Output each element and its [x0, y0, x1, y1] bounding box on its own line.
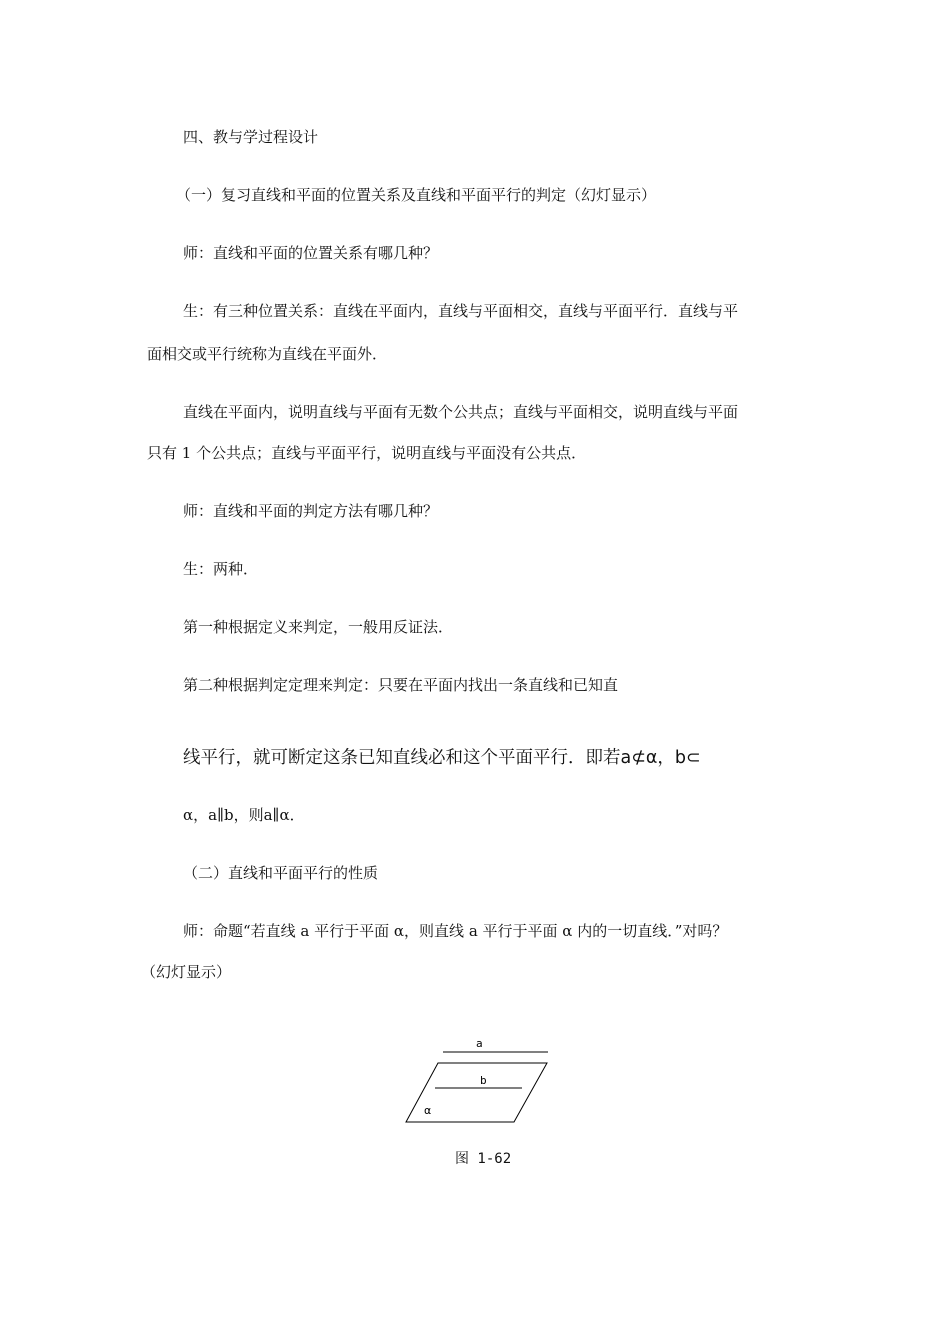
section-heading: 四、教与学过程设计 [183, 128, 319, 146]
teacher-question-3b: （幻灯显示） [141, 963, 232, 981]
student-answer-2: 生：两种． [183, 560, 259, 578]
explanation-1a: 直线在平面内，说明直线与平面有无数个公共点；直线与平面相交，说明直线与平面 [183, 403, 739, 421]
subsection-heading-2: （二）直线和平面平行的性质 [183, 864, 379, 882]
figure-1-62 [400, 1032, 560, 1132]
teacher-question-2: 师：直线和平面的判定方法有哪几种？ [183, 502, 439, 520]
label-b: b [480, 1074, 487, 1087]
method-2c: α，a∥b，则a∥α． [183, 806, 305, 824]
student-answer-1a: 生：有三种位置关系：直线在平面内，直线与平面相交，直线与平面平行．直线与平 [183, 302, 739, 320]
method-2b: 线平行，就可断定这条已知直线必和这个平面平行．即若a⊄α，b⊂ [183, 748, 701, 768]
student-answer-1b: 面相交或平行统称为直线在平面外． [147, 345, 388, 363]
label-a: a [476, 1037, 483, 1050]
figure-caption: 图 1-62 [455, 1151, 512, 1167]
method-2a: 第二种根据判定定理来判定：只要在平面内找出一条直线和已知直 [183, 676, 619, 694]
explanation-1b: 只有 1 个公共点；直线与平面平行，说明直线与平面没有公共点． [147, 444, 587, 462]
subsection-heading-1: （一）复习直线和平面的位置关系及直线和平面平行的判定（幻灯显示） [176, 186, 657, 204]
method-1: 第一种根据定义来判定，一般用反证法． [183, 618, 454, 636]
label-alpha: α [424, 1104, 432, 1117]
teacher-question-1: 师：直线和平面的位置关系有哪几种？ [183, 244, 439, 262]
teacher-question-3a: 师：命题“若直线 a 平行于平面 α，则直线 a 平行于平面 α 内的一切直线．”对吗？ [183, 922, 728, 940]
